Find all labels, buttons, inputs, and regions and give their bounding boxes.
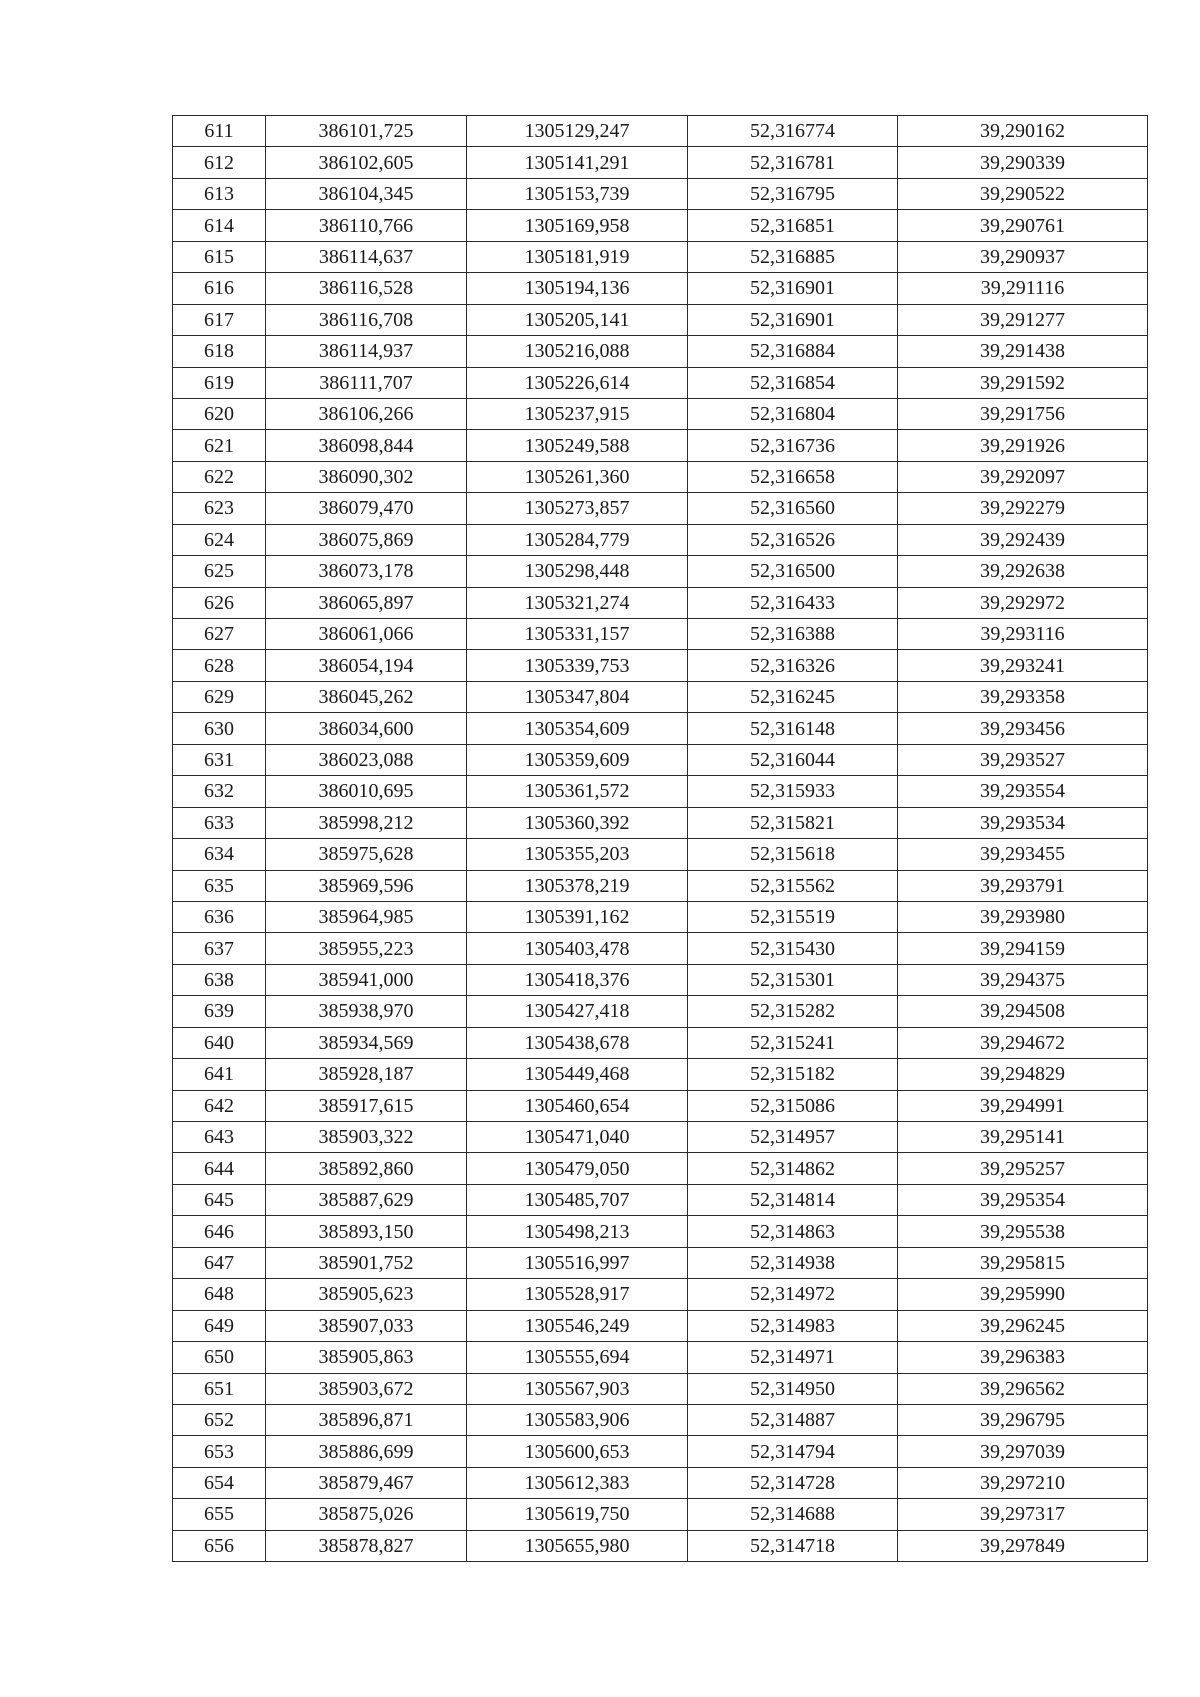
table-row xyxy=(173,1059,1148,1090)
point-number-cell: 630 xyxy=(173,713,266,744)
x-coordinate-cell: 386079,470 xyxy=(266,493,467,524)
x-coordinate-cell: 385934,569 xyxy=(266,1027,467,1058)
x-coordinate-cell: 385938,970 xyxy=(266,996,467,1027)
y-coordinate-cell: 1305360,392 xyxy=(467,807,688,838)
y-coordinate-cell: 1305427,418 xyxy=(467,996,688,1027)
x-coordinate-cell: 385893,150 xyxy=(266,1216,467,1247)
longitude-cell: 39,294159 xyxy=(898,933,1148,964)
point-number-cell: 643 xyxy=(173,1122,266,1153)
y-coordinate-cell: 1305438,678 xyxy=(467,1027,688,1058)
point-number-cell: 652 xyxy=(173,1404,266,1435)
point-number-cell: 613 xyxy=(173,178,266,209)
point-number-cell: 641 xyxy=(173,1059,266,1090)
y-coordinate-cell: 1305216,088 xyxy=(467,336,688,367)
latitude-cell: 52,316658 xyxy=(688,461,898,492)
table-row xyxy=(173,996,1148,1027)
latitude-cell: 52,316326 xyxy=(688,650,898,681)
point-number-cell: 644 xyxy=(173,1153,266,1184)
table-row xyxy=(173,870,1148,901)
x-coordinate-cell: 385903,672 xyxy=(266,1373,467,1404)
latitude-cell: 52,315086 xyxy=(688,1090,898,1121)
latitude-cell: 52,316500 xyxy=(688,556,898,587)
table-row xyxy=(173,398,1148,429)
latitude-cell: 52,316388 xyxy=(688,619,898,650)
point-number-cell: 646 xyxy=(173,1216,266,1247)
point-number-cell: 620 xyxy=(173,398,266,429)
longitude-cell: 39,292097 xyxy=(898,461,1148,492)
table-row xyxy=(173,807,1148,838)
x-coordinate-cell: 386106,266 xyxy=(266,398,467,429)
x-coordinate-cell: 385955,223 xyxy=(266,933,467,964)
table-row xyxy=(173,524,1148,555)
longitude-cell: 39,291277 xyxy=(898,304,1148,335)
x-coordinate-cell: 385879,467 xyxy=(266,1467,467,1498)
point-number-cell: 612 xyxy=(173,147,266,178)
longitude-cell: 39,293455 xyxy=(898,839,1148,870)
latitude-cell: 52,314862 xyxy=(688,1153,898,1184)
longitude-cell: 39,295141 xyxy=(898,1122,1148,1153)
point-number-cell: 653 xyxy=(173,1436,266,1467)
point-number-cell: 635 xyxy=(173,870,266,901)
longitude-cell: 39,294375 xyxy=(898,964,1148,995)
table-row xyxy=(173,1090,1148,1121)
x-coordinate-cell: 386023,088 xyxy=(266,744,467,775)
point-number-cell: 627 xyxy=(173,619,266,650)
point-number-cell: 621 xyxy=(173,430,266,461)
x-coordinate-cell: 386010,695 xyxy=(266,776,467,807)
latitude-cell: 52,315618 xyxy=(688,839,898,870)
latitude-cell: 52,314863 xyxy=(688,1216,898,1247)
table-row xyxy=(173,839,1148,870)
latitude-cell: 52,314794 xyxy=(688,1436,898,1467)
table-row xyxy=(173,116,1148,147)
x-coordinate-cell: 385887,629 xyxy=(266,1184,467,1215)
y-coordinate-cell: 1305391,162 xyxy=(467,901,688,932)
point-number-cell: 655 xyxy=(173,1499,266,1530)
latitude-cell: 52,314972 xyxy=(688,1279,898,1310)
table-row xyxy=(173,273,1148,304)
longitude-cell: 39,295990 xyxy=(898,1279,1148,1310)
y-coordinate-cell: 1305347,804 xyxy=(467,681,688,712)
point-number-cell: 639 xyxy=(173,996,266,1027)
y-coordinate-cell: 1305169,958 xyxy=(467,210,688,241)
latitude-cell: 52,316736 xyxy=(688,430,898,461)
y-coordinate-cell: 1305205,141 xyxy=(467,304,688,335)
latitude-cell: 52,315182 xyxy=(688,1059,898,1090)
point-number-cell: 624 xyxy=(173,524,266,555)
latitude-cell: 52,314950 xyxy=(688,1373,898,1404)
latitude-cell: 52,315933 xyxy=(688,776,898,807)
point-number-cell: 647 xyxy=(173,1247,266,1278)
longitude-cell: 39,296245 xyxy=(898,1310,1148,1341)
table-row xyxy=(173,1247,1148,1278)
longitude-cell: 39,291756 xyxy=(898,398,1148,429)
y-coordinate-cell: 1305619,750 xyxy=(467,1499,688,1530)
longitude-cell: 39,293116 xyxy=(898,619,1148,650)
longitude-cell: 39,290162 xyxy=(898,116,1148,147)
point-number-cell: 633 xyxy=(173,807,266,838)
point-number-cell: 638 xyxy=(173,964,266,995)
x-coordinate-cell: 386101,725 xyxy=(266,116,467,147)
x-coordinate-cell: 386034,600 xyxy=(266,713,467,744)
y-coordinate-cell: 1305460,654 xyxy=(467,1090,688,1121)
x-coordinate-cell: 386045,262 xyxy=(266,681,467,712)
y-coordinate-cell: 1305194,136 xyxy=(467,273,688,304)
y-coordinate-cell: 1305226,614 xyxy=(467,367,688,398)
latitude-cell: 52,315821 xyxy=(688,807,898,838)
x-coordinate-cell: 385878,827 xyxy=(266,1530,467,1561)
coordinates-table-body xyxy=(173,116,1148,1562)
latitude-cell: 52,316245 xyxy=(688,681,898,712)
longitude-cell: 39,293791 xyxy=(898,870,1148,901)
longitude-cell: 39,292972 xyxy=(898,587,1148,618)
y-coordinate-cell: 1305153,739 xyxy=(467,178,688,209)
y-coordinate-cell: 1305485,707 xyxy=(467,1184,688,1215)
x-coordinate-cell: 385975,628 xyxy=(266,839,467,870)
latitude-cell: 52,316851 xyxy=(688,210,898,241)
point-number-cell: 617 xyxy=(173,304,266,335)
y-coordinate-cell: 1305331,157 xyxy=(467,619,688,650)
latitude-cell: 52,316774 xyxy=(688,116,898,147)
y-coordinate-cell: 1305298,448 xyxy=(467,556,688,587)
longitude-cell: 39,297039 xyxy=(898,1436,1148,1467)
point-number-cell: 634 xyxy=(173,839,266,870)
table-row xyxy=(173,1373,1148,1404)
table-row xyxy=(173,430,1148,461)
point-number-cell: 614 xyxy=(173,210,266,241)
table-row xyxy=(173,964,1148,995)
y-coordinate-cell: 1305516,997 xyxy=(467,1247,688,1278)
latitude-cell: 52,316433 xyxy=(688,587,898,618)
x-coordinate-cell: 385941,000 xyxy=(266,964,467,995)
table-row xyxy=(173,1404,1148,1435)
y-coordinate-cell: 1305449,468 xyxy=(467,1059,688,1090)
table-row xyxy=(173,744,1148,775)
latitude-cell: 52,314971 xyxy=(688,1342,898,1373)
latitude-cell: 52,315301 xyxy=(688,964,898,995)
latitude-cell: 52,314718 xyxy=(688,1530,898,1561)
x-coordinate-cell: 385998,212 xyxy=(266,807,467,838)
table-row xyxy=(173,901,1148,932)
longitude-cell: 39,296383 xyxy=(898,1342,1148,1373)
latitude-cell: 52,316781 xyxy=(688,147,898,178)
x-coordinate-cell: 385907,033 xyxy=(266,1310,467,1341)
point-number-cell: 625 xyxy=(173,556,266,587)
y-coordinate-cell: 1305284,779 xyxy=(467,524,688,555)
longitude-cell: 39,297210 xyxy=(898,1467,1148,1498)
latitude-cell: 52,316560 xyxy=(688,493,898,524)
x-coordinate-cell: 385905,623 xyxy=(266,1279,467,1310)
table-row xyxy=(173,681,1148,712)
y-coordinate-cell: 1305612,383 xyxy=(467,1467,688,1498)
latitude-cell: 52,316044 xyxy=(688,744,898,775)
y-coordinate-cell: 1305498,213 xyxy=(467,1216,688,1247)
point-number-cell: 650 xyxy=(173,1342,266,1373)
point-number-cell: 619 xyxy=(173,367,266,398)
table-row xyxy=(173,147,1148,178)
longitude-cell: 39,293527 xyxy=(898,744,1148,775)
table-row xyxy=(173,933,1148,964)
longitude-cell: 39,293358 xyxy=(898,681,1148,712)
table-row xyxy=(173,493,1148,524)
table-row xyxy=(173,1436,1148,1467)
y-coordinate-cell: 1305567,903 xyxy=(467,1373,688,1404)
latitude-cell: 52,316901 xyxy=(688,273,898,304)
table-row xyxy=(173,1342,1148,1373)
longitude-cell: 39,290761 xyxy=(898,210,1148,241)
y-coordinate-cell: 1305479,050 xyxy=(467,1153,688,1184)
latitude-cell: 52,314887 xyxy=(688,1404,898,1435)
longitude-cell: 39,291592 xyxy=(898,367,1148,398)
longitude-cell: 39,296562 xyxy=(898,1373,1148,1404)
longitude-cell: 39,294508 xyxy=(898,996,1148,1027)
latitude-cell: 52,314688 xyxy=(688,1499,898,1530)
y-coordinate-cell: 1305359,609 xyxy=(467,744,688,775)
x-coordinate-cell: 385903,322 xyxy=(266,1122,467,1153)
latitude-cell: 52,315430 xyxy=(688,933,898,964)
longitude-cell: 39,294991 xyxy=(898,1090,1148,1121)
point-number-cell: 656 xyxy=(173,1530,266,1561)
longitude-cell: 39,292638 xyxy=(898,556,1148,587)
table-row xyxy=(173,1499,1148,1530)
longitude-cell: 39,293241 xyxy=(898,650,1148,681)
point-number-cell: 618 xyxy=(173,336,266,367)
x-coordinate-cell: 386054,194 xyxy=(266,650,467,681)
longitude-cell: 39,293456 xyxy=(898,713,1148,744)
table-row xyxy=(173,1153,1148,1184)
x-coordinate-cell: 386073,178 xyxy=(266,556,467,587)
x-coordinate-cell: 386061,066 xyxy=(266,619,467,650)
x-coordinate-cell: 386116,708 xyxy=(266,304,467,335)
y-coordinate-cell: 1305249,588 xyxy=(467,430,688,461)
latitude-cell: 52,316526 xyxy=(688,524,898,555)
latitude-cell: 52,315241 xyxy=(688,1027,898,1058)
point-number-cell: 628 xyxy=(173,650,266,681)
x-coordinate-cell: 385875,026 xyxy=(266,1499,467,1530)
table-row xyxy=(173,587,1148,618)
longitude-cell: 39,293980 xyxy=(898,901,1148,932)
x-coordinate-cell: 385901,752 xyxy=(266,1247,467,1278)
table-row xyxy=(173,304,1148,335)
latitude-cell: 52,316885 xyxy=(688,241,898,272)
y-coordinate-cell: 1305361,572 xyxy=(467,776,688,807)
point-number-cell: 622 xyxy=(173,461,266,492)
x-coordinate-cell: 385905,863 xyxy=(266,1342,467,1373)
x-coordinate-cell: 386090,302 xyxy=(266,461,467,492)
table-row xyxy=(173,1027,1148,1058)
latitude-cell: 52,314938 xyxy=(688,1247,898,1278)
longitude-cell: 39,291438 xyxy=(898,336,1148,367)
point-number-cell: 636 xyxy=(173,901,266,932)
point-number-cell: 616 xyxy=(173,273,266,304)
x-coordinate-cell: 385928,187 xyxy=(266,1059,467,1090)
longitude-cell: 39,295538 xyxy=(898,1216,1148,1247)
table-row xyxy=(173,1310,1148,1341)
longitude-cell: 39,292439 xyxy=(898,524,1148,555)
point-number-cell: 640 xyxy=(173,1027,266,1058)
x-coordinate-cell: 385969,596 xyxy=(266,870,467,901)
table-row xyxy=(173,713,1148,744)
y-coordinate-cell: 1305141,291 xyxy=(467,147,688,178)
y-coordinate-cell: 1305583,906 xyxy=(467,1404,688,1435)
table-row xyxy=(173,1184,1148,1215)
table-row xyxy=(173,556,1148,587)
x-coordinate-cell: 385896,871 xyxy=(266,1404,467,1435)
point-number-cell: 645 xyxy=(173,1184,266,1215)
table-row xyxy=(173,336,1148,367)
x-coordinate-cell: 385964,985 xyxy=(266,901,467,932)
point-number-cell: 649 xyxy=(173,1310,266,1341)
x-coordinate-cell: 386102,605 xyxy=(266,147,467,178)
y-coordinate-cell: 1305354,609 xyxy=(467,713,688,744)
longitude-cell: 39,291926 xyxy=(898,430,1148,461)
longitude-cell: 39,292279 xyxy=(898,493,1148,524)
latitude-cell: 52,316795 xyxy=(688,178,898,209)
table-row xyxy=(173,461,1148,492)
latitude-cell: 52,316884 xyxy=(688,336,898,367)
table-row xyxy=(173,650,1148,681)
longitude-cell: 39,293534 xyxy=(898,807,1148,838)
x-coordinate-cell: 386114,937 xyxy=(266,336,467,367)
y-coordinate-cell: 1305546,249 xyxy=(467,1310,688,1341)
longitude-cell: 39,295257 xyxy=(898,1153,1148,1184)
y-coordinate-cell: 1305355,203 xyxy=(467,839,688,870)
table-row xyxy=(173,776,1148,807)
table-row xyxy=(173,1279,1148,1310)
point-number-cell: 629 xyxy=(173,681,266,712)
y-coordinate-cell: 1305261,360 xyxy=(467,461,688,492)
table-row xyxy=(173,210,1148,241)
y-coordinate-cell: 1305339,753 xyxy=(467,650,688,681)
y-coordinate-cell: 1305600,653 xyxy=(467,1436,688,1467)
table-row xyxy=(173,178,1148,209)
point-number-cell: 632 xyxy=(173,776,266,807)
x-coordinate-cell: 386075,869 xyxy=(266,524,467,555)
y-coordinate-cell: 1305528,917 xyxy=(467,1279,688,1310)
longitude-cell: 39,297317 xyxy=(898,1499,1148,1530)
longitude-cell: 39,295815 xyxy=(898,1247,1148,1278)
x-coordinate-cell: 386116,528 xyxy=(266,273,467,304)
y-coordinate-cell: 1305129,247 xyxy=(467,116,688,147)
latitude-cell: 52,314957 xyxy=(688,1122,898,1153)
y-coordinate-cell: 1305471,040 xyxy=(467,1122,688,1153)
point-number-cell: 631 xyxy=(173,744,266,775)
latitude-cell: 52,314983 xyxy=(688,1310,898,1341)
latitude-cell: 52,316854 xyxy=(688,367,898,398)
point-number-cell: 648 xyxy=(173,1279,266,1310)
latitude-cell: 52,314814 xyxy=(688,1184,898,1215)
table-row xyxy=(173,367,1148,398)
y-coordinate-cell: 1305655,980 xyxy=(467,1530,688,1561)
x-coordinate-cell: 386098,844 xyxy=(266,430,467,461)
latitude-cell: 52,315282 xyxy=(688,996,898,1027)
table-row xyxy=(173,241,1148,272)
latitude-cell: 52,315519 xyxy=(688,901,898,932)
y-coordinate-cell: 1305181,919 xyxy=(467,241,688,272)
point-number-cell: 623 xyxy=(173,493,266,524)
x-coordinate-cell: 385917,615 xyxy=(266,1090,467,1121)
x-coordinate-cell: 385892,860 xyxy=(266,1153,467,1184)
latitude-cell: 52,316804 xyxy=(688,398,898,429)
y-coordinate-cell: 1305418,376 xyxy=(467,964,688,995)
point-number-cell: 654 xyxy=(173,1467,266,1498)
coordinates-table xyxy=(172,115,1148,1562)
x-coordinate-cell: 386065,897 xyxy=(266,587,467,618)
table-row xyxy=(173,1122,1148,1153)
longitude-cell: 39,293554 xyxy=(898,776,1148,807)
longitude-cell: 39,290937 xyxy=(898,241,1148,272)
longitude-cell: 39,294829 xyxy=(898,1059,1148,1090)
x-coordinate-cell: 386114,637 xyxy=(266,241,467,272)
longitude-cell: 39,291116 xyxy=(898,273,1148,304)
x-coordinate-cell: 385886,699 xyxy=(266,1436,467,1467)
latitude-cell: 52,315562 xyxy=(688,870,898,901)
y-coordinate-cell: 1305403,478 xyxy=(467,933,688,964)
latitude-cell: 52,314728 xyxy=(688,1467,898,1498)
y-coordinate-cell: 1305273,857 xyxy=(467,493,688,524)
longitude-cell: 39,290522 xyxy=(898,178,1148,209)
table-row xyxy=(173,1216,1148,1247)
longitude-cell: 39,295354 xyxy=(898,1184,1148,1215)
latitude-cell: 52,316148 xyxy=(688,713,898,744)
y-coordinate-cell: 1305555,694 xyxy=(467,1342,688,1373)
table-row xyxy=(173,619,1148,650)
longitude-cell: 39,296795 xyxy=(898,1404,1148,1435)
x-coordinate-cell: 386111,707 xyxy=(266,367,467,398)
longitude-cell: 39,290339 xyxy=(898,147,1148,178)
point-number-cell: 626 xyxy=(173,587,266,618)
y-coordinate-cell: 1305321,274 xyxy=(467,587,688,618)
point-number-cell: 615 xyxy=(173,241,266,272)
latitude-cell: 52,316901 xyxy=(688,304,898,335)
longitude-cell: 39,297849 xyxy=(898,1530,1148,1561)
point-number-cell: 651 xyxy=(173,1373,266,1404)
point-number-cell: 637 xyxy=(173,933,266,964)
table-row xyxy=(173,1467,1148,1498)
y-coordinate-cell: 1305378,219 xyxy=(467,870,688,901)
y-coordinate-cell: 1305237,915 xyxy=(467,398,688,429)
table-row xyxy=(173,1530,1148,1561)
x-coordinate-cell: 386110,766 xyxy=(266,210,467,241)
longitude-cell: 39,294672 xyxy=(898,1027,1148,1058)
x-coordinate-cell: 386104,345 xyxy=(266,178,467,209)
point-number-cell: 642 xyxy=(173,1090,266,1121)
point-number-cell: 611 xyxy=(173,116,266,147)
